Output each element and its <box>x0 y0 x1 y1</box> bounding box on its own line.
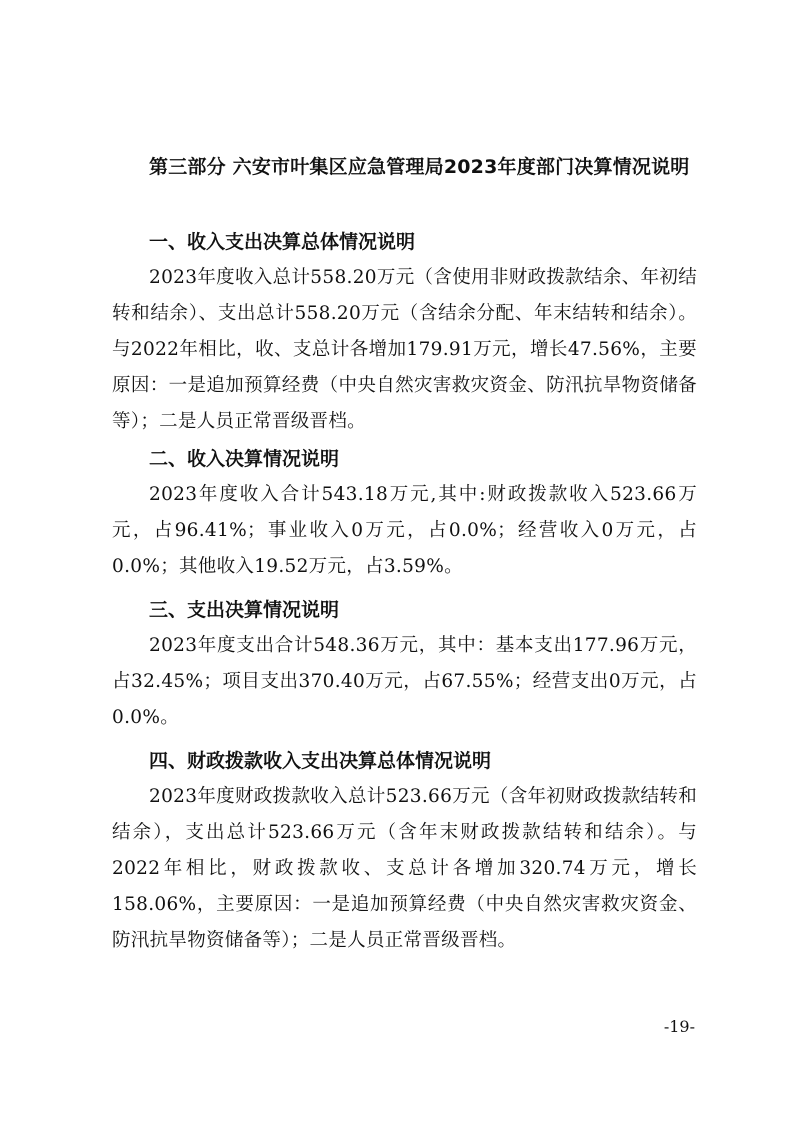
section-heading-fiscal-appropriation-overview: 四、财政拨款收入支出决算总体情况说明 <box>149 750 492 772</box>
section-paragraph-fiscal-appropriation-overview: 2023年度财政拨款收入总计523.66万元（含年初财政拨款结转和结余），支出总计523.66万元（含年末财政拨款结转和结余）。与2022年相比，财政拨款收、支总计各增加320.74万元，增长158.06%，主要原因：一是追加预算经费（中央自然灾害救灾资金、防汛抗旱物资储备等）；二是人员正常晋级晋档。 <box>112 786 697 951</box>
section-heading-income-expenditure-overview: 一、收入支出决算总体情况说明 <box>149 231 416 253</box>
section-paragraph-income-detail: 2023年度收入合计543.18万元,其中:财政拨款收入523.66万元，占96.41%；事业收入0万元，占0.0%；经营收入0万元，占0.0%；其他收入19.52万元，占3.59%。 <box>112 484 697 577</box>
page-number: -19- <box>663 1017 695 1036</box>
document-title: 第三部分 六安市叶集区应急管理局2023年度部门决算情况说明 <box>149 156 690 178</box>
section-heading-expenditure-detail: 三、支出决算情况说明 <box>149 599 340 621</box>
section-heading-income-detail: 二、收入决算情况说明 <box>149 448 340 470</box>
section-paragraph-expenditure-detail: 2023年度支出合计548.36万元，其中：基本支出177.96万元，占32.45%；项目支出370.40万元，占67.55%；经营支出0万元，占0.0%。 <box>112 635 697 728</box>
section-paragraph-income-expenditure-overview: 2023年度收入总计558.20万元（含使用非财政拨款结余、年初结转和结余）、支出总计558.20万元（含结余分配、年末结转和结余）。与2022年相比，收、支总计各增加179.91万元，增长47.56%，主要原因：一是追加预算经费（中央自然灾害救灾资金、防汛抗旱物资储备等）；二是人员正常晋级晋档。 <box>112 267 697 432</box>
